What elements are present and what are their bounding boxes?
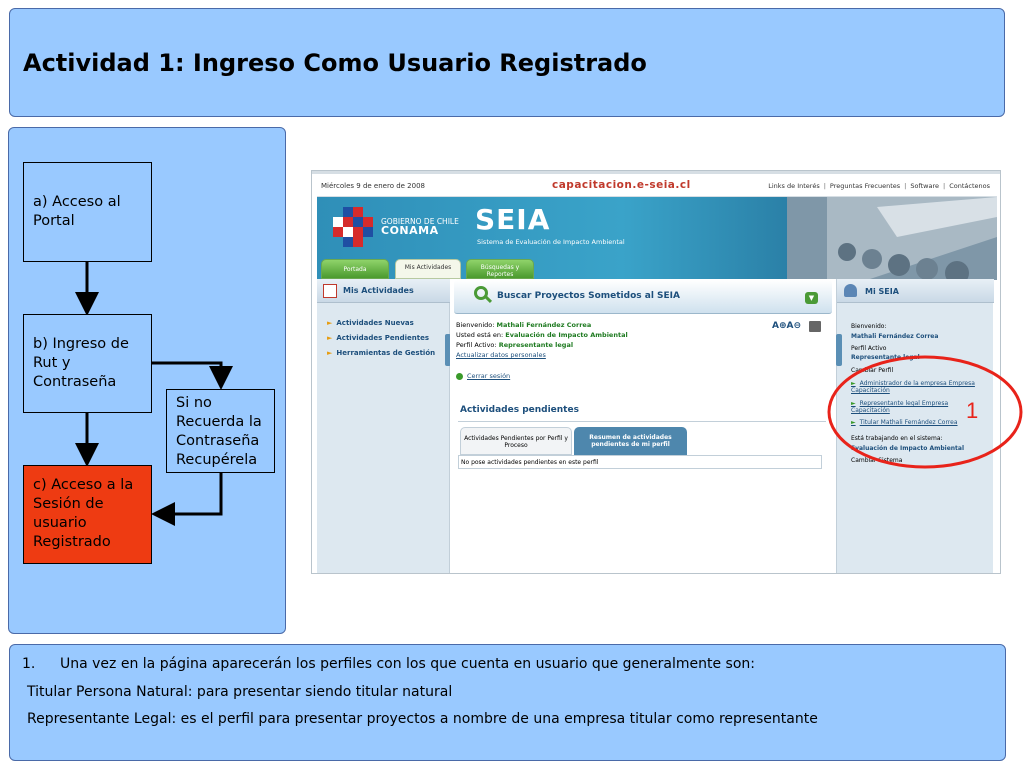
profile-label: Perfil Activo: <box>456 341 497 349</box>
change-profile-label: Cambiar Perfil <box>851 367 894 374</box>
pending-divider <box>458 421 826 422</box>
seia-subtitle: Sistema de Evaluación de Impacto Ambiental <box>477 238 625 246</box>
profile-value: Representante legal <box>498 341 574 349</box>
arrow-icon: ► <box>851 380 856 387</box>
location-label: Usted está en: <box>456 331 504 339</box>
slide-title: Actividad 1: Ingreso Como Usuario Registrado <box>23 49 647 77</box>
pending-title: Actividades pendientes <box>460 405 579 415</box>
conama-line: CONAMA <box>381 224 439 237</box>
sidebar-item-label: Actividades Pendientes <box>336 334 430 342</box>
profile-option-admin[interactable] <box>851 380 986 394</box>
right-sidebar <box>836 279 993 574</box>
search-icon-handle <box>485 296 492 303</box>
top-link-separator: | <box>943 182 946 190</box>
step-b-box: b) Ingreso de Rut y Contraseña <box>23 314 152 413</box>
bullet-icon: ► <box>327 349 333 357</box>
recover-password-box: Si no Recuerda la Contraseña Recupérela <box>166 389 275 473</box>
profile-option-label: Titular Mathali Fernández Correa <box>859 419 958 426</box>
system-label: Está trabajando en el sistema: <box>851 435 943 442</box>
notepad-icon <box>323 284 337 298</box>
tab-pending-summary[interactable]: Resumen de actividades pendientes de mi perfil <box>574 427 687 455</box>
arrow-b-to-recover <box>152 363 221 384</box>
right-user-name: Mathali Fernández Correa <box>851 333 939 340</box>
change-system-label[interactable]: Cambiar Sistema <box>851 457 903 464</box>
welcome-name: Mathali Fernández Correa <box>496 321 592 329</box>
logout-icon <box>456 373 463 380</box>
right-profile-label: Perfil Activo <box>851 345 887 352</box>
welcome-line <box>456 321 591 329</box>
update-data-link[interactable]: Actualizar datos personales <box>456 351 546 359</box>
profile-option-label: Representante legal Empresa Capacitación <box>851 400 949 414</box>
step-a-box: a) Acceso al Portal <box>23 162 152 262</box>
portal-top-links <box>768 182 990 190</box>
portal-topbar <box>312 171 1001 196</box>
gobierno-text <box>381 217 459 235</box>
tab-mis-actividades[interactable]: Mis Actividades <box>395 259 461 279</box>
portal-screenshot <box>311 170 1001 574</box>
logout-link[interactable]: Cerrar sesión <box>467 372 511 380</box>
arrow-icon: ► <box>851 419 856 426</box>
search-header <box>454 280 832 314</box>
left-sidebar <box>317 279 450 574</box>
expand-search-button[interactable]: ▼ <box>805 292 818 304</box>
location-value: Evaluación de Impacto Ambiental <box>505 331 628 339</box>
top-link-links[interactable]: Links de Interés <box>768 182 820 190</box>
note-item-3: Representante Legal: es el perfil para presentar proyectos a nombre de una empresa titular como representante <box>27 711 818 727</box>
callout-number: 1 <box>966 398 979 423</box>
arrow-recover-to-c <box>157 473 221 514</box>
sidebar-item-label: Herramientas de Gestión <box>336 349 436 357</box>
top-link-separator: | <box>904 182 907 190</box>
top-link-separator: | <box>823 182 826 190</box>
print-icon[interactable] <box>809 321 821 332</box>
welcome-label: Bienvenido: <box>456 321 495 329</box>
top-link-contact[interactable]: Contáctenos <box>949 182 990 190</box>
system-value: Evaluación de Impacto Ambiental <box>851 445 965 452</box>
step-c-box: c) Acceso a la Sesión de usuario Registrado <box>23 465 152 564</box>
gobierno-logo-icon <box>329 207 377 251</box>
right-profile-value: Representante legal <box>851 354 920 361</box>
right-sidebar-title: Mi SEIA <box>865 287 899 296</box>
tab-busquedas-reportes[interactable]: Búsquedas y Reportes <box>466 259 534 279</box>
sidebar-item-herramientas[interactable] <box>327 349 435 357</box>
bullet-icon: ► <box>327 334 333 342</box>
top-link-software[interactable]: Software <box>910 182 940 190</box>
location-line <box>456 331 628 339</box>
sidebar-item-actividades-pendientes[interactable] <box>327 334 429 342</box>
tab-portada[interactable]: Portada <box>321 259 389 279</box>
main-content <box>450 279 836 574</box>
pending-empty-row: No pose actividades pendientes en este perfil <box>458 455 822 469</box>
left-sidebar-title: Mis Actividades <box>343 286 414 295</box>
search-header-title[interactable]: Buscar Proyectos Sometidos al SEIA <box>497 291 680 301</box>
bullet-icon: ► <box>327 319 333 327</box>
right-sidebar-header <box>837 279 994 303</box>
top-link-faq[interactable]: Preguntas Frecuentes <box>829 182 901 190</box>
sidebar-item-actividades-nuevas[interactable] <box>327 319 414 327</box>
portal-date: Miércoles 9 de enero de 2008 <box>321 182 425 190</box>
note-item-2: Titular Persona Natural: para presentar siendo titular natural <box>27 684 453 700</box>
arrow-icon: ► <box>851 400 856 407</box>
user-icon <box>844 284 857 297</box>
left-sidebar-header <box>317 279 450 303</box>
profile-line <box>456 341 573 349</box>
right-welcome-label: Bienvenido: <box>851 323 887 330</box>
note-item-1: Una vez en la página aparecerán los perfiles con los que cuenta en usuario que generalmente son: <box>60 656 756 672</box>
text-size-icons[interactable]: A⊕A⊖ <box>772 321 802 331</box>
tab-pending-by-profile[interactable]: Actividades Pendientes por Perfil y Proceso <box>460 427 572 455</box>
collapse-right-handle[interactable] <box>836 334 842 366</box>
note-item-number: 1. <box>22 656 36 672</box>
portal-nav-tabs <box>317 256 997 278</box>
profile-option-label: Administrador de la empresa Empresa Capacitación <box>851 380 975 394</box>
sidebar-item-label: Actividades Nuevas <box>336 319 414 327</box>
seia-brand: SEIA <box>475 203 551 236</box>
gobierno-line: GOBIERNO DE CHILE <box>381 217 459 226</box>
portal-url: capacitacion.e-seia.cl <box>552 179 691 191</box>
